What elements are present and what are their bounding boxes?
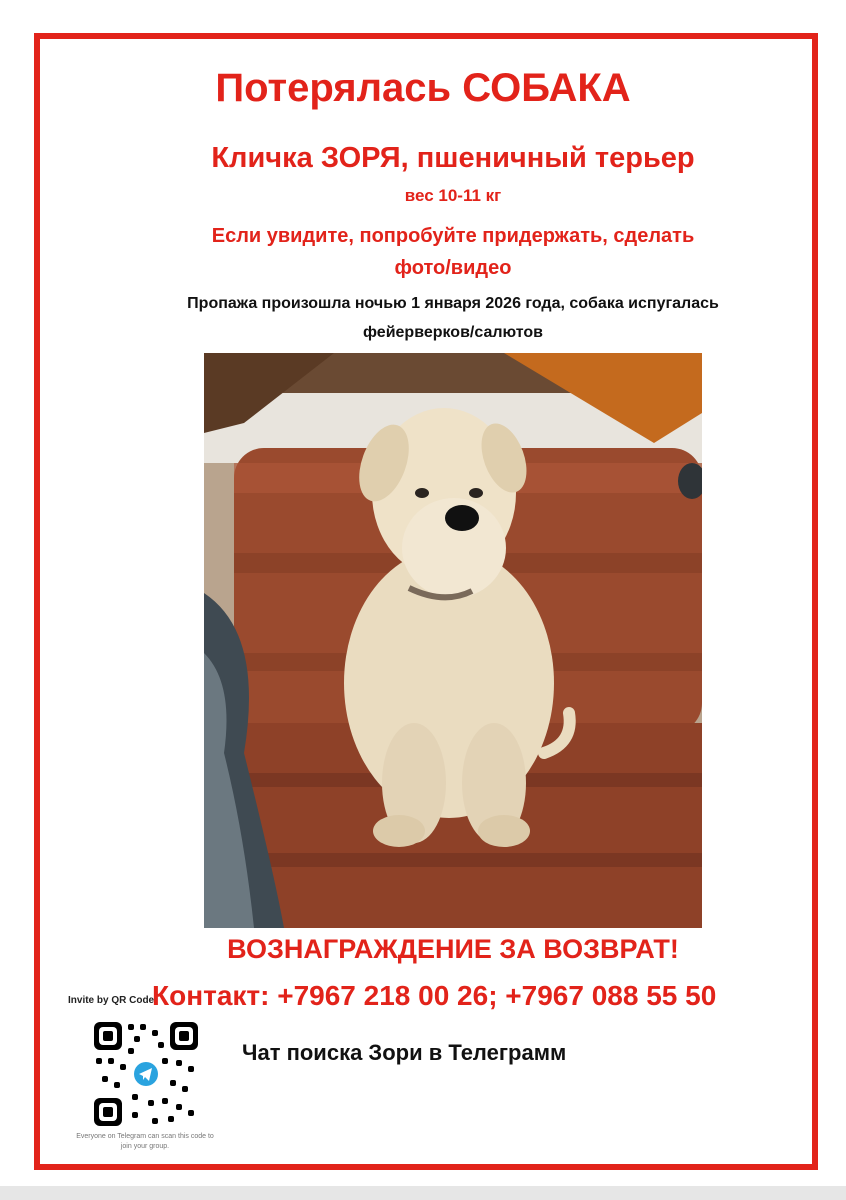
- dog-weight: вес 10-11 кг: [404, 186, 502, 205]
- incident-line-2: фейерверков/салютов: [363, 324, 543, 341]
- telegram-chat-label: Чат поиска Зори в Телеграмм: [242, 1040, 567, 1065]
- contact-phones: Контакт: +7967 218 00 26; +7967 088 55 50: [152, 980, 717, 1011]
- advice-line-2: фото/видео: [394, 257, 512, 279]
- incident-text: [140, 289, 766, 347]
- advice-line-1: Если увидите, попробуйте придержать, сделать: [211, 225, 695, 247]
- dog-photo: [204, 353, 702, 928]
- reward-banner: ВОЗНАГРАЖДЕНИЕ ЗА ВОЗВРАТ!: [227, 934, 679, 964]
- qr-invite-label: Invite by QR Code: [68, 995, 155, 1006]
- poster-title: Потерялась СОБАКА: [215, 66, 631, 110]
- qr-caption: Everyone on Telegram can scan this code to join your group.: [76, 1133, 214, 1150]
- dog-name-breed: Кличка ЗОРЯ, пшеничный терьер: [211, 142, 695, 174]
- telegram-qr-code: [92, 1020, 200, 1128]
- incident-line-1: Пропажа произошла ночью 1 января 2026 года, собака испугалась: [187, 295, 719, 312]
- advice-text: [170, 220, 736, 284]
- page-bottom-strip: [0, 1186, 846, 1200]
